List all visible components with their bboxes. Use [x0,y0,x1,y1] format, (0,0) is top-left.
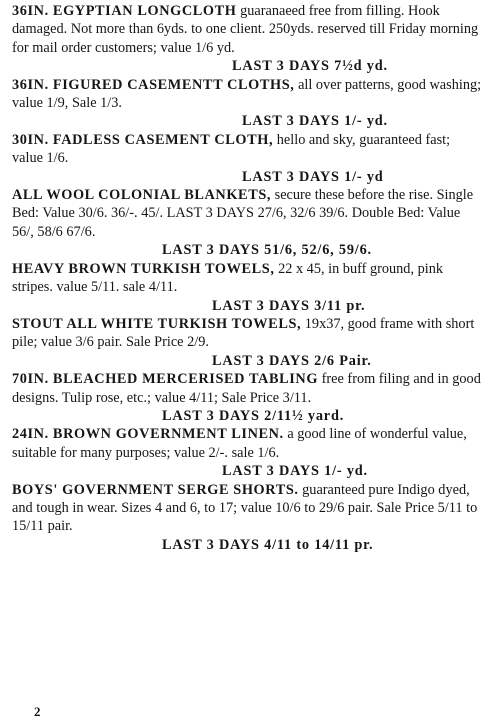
listing-description: 22 x 45, in buff ground, pink stripes. value 5/11. sale 4/11. [12,260,444,296]
listing-description: hello and sky, guaranteed fast; value 1/6. [12,131,451,167]
page-mark: 2 [34,704,41,719]
listing-heading: ALL WOOL COLONIAL BLANKETS, [12,187,272,204]
listing-serge-shorts [12,481,482,555]
listing-heading: BOYS' GOVERNMENT SERGE SHORTS. [12,481,299,498]
last-days-price: LAST 3 DAYS 1/- yd. [222,463,368,480]
listing-mercerised-tabling [12,370,482,425]
listing-heading: HEAVY BROWN TURKISH TOWELS, [12,260,275,277]
last-days-price: LAST 3 DAYS 51/6, 52/6, 59/6. [162,242,372,259]
listing-wool-blankets [12,186,482,260]
listing-description: a good line of wonderful value, suitable for many purposes; value 2/-. sale 1/6. [12,426,467,461]
listing-heading: 70IN. BLEACHED MERCERISED TABLING [12,371,319,388]
last-days-price: LAST 3 DAYS 4/11 to 14/11 pr. [162,536,374,553]
listing-fadless-casement [12,131,482,186]
listing-heading: STOUT ALL WHITE TURKISH TOWELS, [12,315,302,332]
listing-heading: 36IN. EGYPTIAN LONGCLOTH [12,3,237,19]
listing-description: guaranaeed free from filling. Hook damaged. Not more than 6yds. to one client. 250yds. reserved till Friday morning for mail order customers; value 1/6 yd. [12,3,479,56]
listing-white-towels [12,315,482,370]
listing-description: free from filing and in good designs. Tulip rose, etc.; value 4/11; Sale Price 3/11. [12,371,481,406]
listing-description: 19x37, good frame with short pile; value 3/6 pair. Sale Price 2/9. [12,315,475,351]
last-days-price: LAST 3 DAYS 3/11 pr. [212,297,366,314]
last-days-price: LAST 3 DAYS 2/11½ yard. [162,407,345,424]
last-days-price: LAST 3 DAYS 2/6 Pair. [212,352,372,369]
listing-heading: 36IN. FIGURED CASEMENTT CLOTHS, [12,76,295,93]
listing-description: all over patterns, good washing; value 1/9, Sale 1/3. [12,76,482,112]
last-days-price: LAST 3 DAYS 7½d yd. [232,58,388,75]
listing-government-linen [12,425,482,480]
last-days-price: LAST 3 DAYS 1/- yd. [242,113,388,130]
listing-egyptian-longcloth [12,2,482,76]
listing-brown-towels [12,260,482,315]
listing-heading: 24IN. BROWN GOVERNMENT LINEN. [12,426,284,443]
listing-figured-casement [12,76,482,131]
listing-heading: 30IN. FADLESS CASEMENT CLOTH, [12,131,274,148]
listing-description: guaranteed pure Indigo dyed, and tough in wear. Sizes 4 and 6, to 17; value 10/6 to 29/6 pair. Sale Price 5/11 to 15/11 pair. [12,481,478,535]
last-days-price: LAST 3 DAYS 1/- yd [242,168,384,185]
listing-description: secure these before the rise. Single Bed: Value 30/6. 36/-. 45/. LAST 3 DAYS 27/6, 32/6 39/6. Double Bed: Value 56/, 58/6 67/6. [12,187,474,240]
